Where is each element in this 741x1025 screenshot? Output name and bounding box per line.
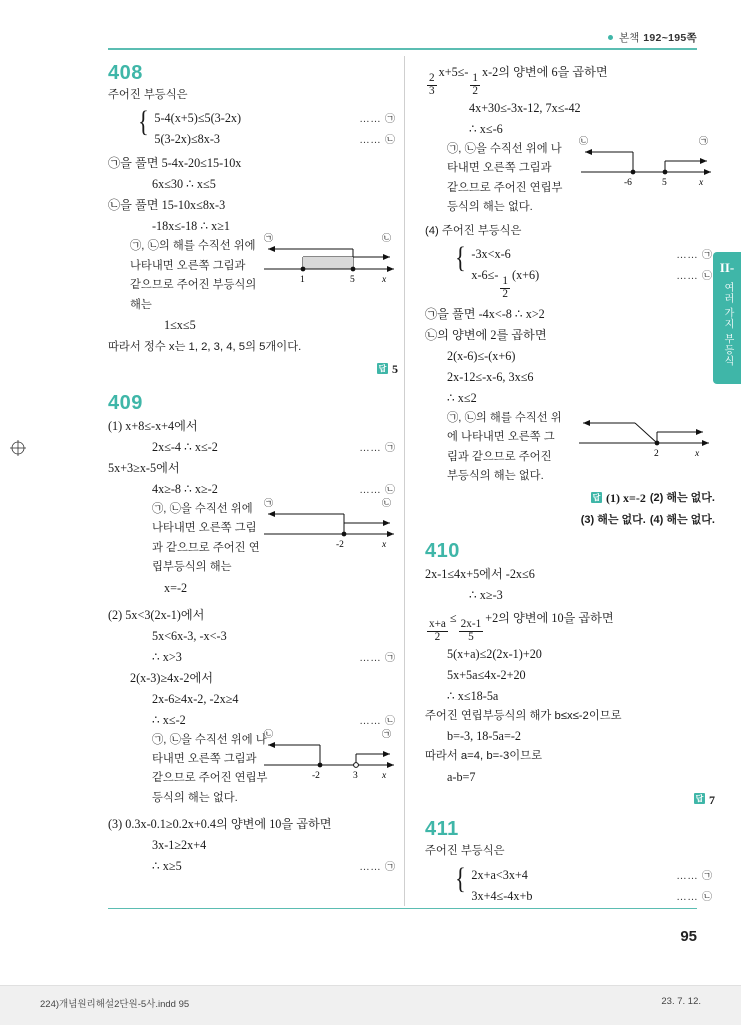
svg-text:x: x bbox=[382, 275, 387, 286]
r-4-line-7: ㉠, ㉡의 해를 수직선 위 bbox=[447, 411, 562, 424]
svg-text:x: x bbox=[382, 770, 387, 781]
fraction-one-half: $\frac{1}{2}$ bbox=[502, 275, 509, 301]
q411-sys-tag-2: …… ㉡ bbox=[676, 891, 713, 903]
r-line-3: ∴ x≤-6 bbox=[469, 121, 503, 136]
q409-2-line-7: ㉠, ㉡을 수직선 위에 나 bbox=[152, 733, 267, 746]
r-4-line-2: ㉠을 풀면 -4x<-8 ∴ x>2 bbox=[425, 306, 545, 321]
q409-2-line-3: ∴ x>3 bbox=[152, 649, 182, 664]
q411-system bbox=[425, 861, 715, 907]
problem-number-409: 409 bbox=[108, 392, 143, 415]
left-brace: { bbox=[455, 240, 466, 274]
q409-1-line-7: 과 같으므로 주어진 연 bbox=[152, 541, 260, 554]
q408-sys-tag-2: …… ㉡ bbox=[359, 135, 396, 147]
q409-2-tag-2: …… ㉡ bbox=[359, 715, 396, 727]
q409-1-figure-block bbox=[108, 497, 398, 599]
problem-411 bbox=[425, 818, 715, 906]
svg-text:3: 3 bbox=[353, 770, 358, 781]
page-number: 95 bbox=[680, 928, 697, 945]
fraction-x-plus-a-over-2: $\frac{x+a}{2}$ bbox=[429, 618, 446, 644]
r-line-1: $\frac{2}{3}$ x+5≤- $\frac{1}{2}$ x-2의 양변에 6을 곱하면 bbox=[429, 65, 608, 98]
fraction-2x-minus-1-over-5: $\frac{2x-1}{5}$ bbox=[460, 618, 482, 644]
problem-number-410: 410 bbox=[425, 540, 460, 563]
q409-2-line-1: (2) 5x<3(2x-1)에서 bbox=[108, 607, 205, 622]
q409-3-line-1: (3) 0.3x-0.1≥0.2x+0.4의 양변에 10을 곱하면 bbox=[108, 817, 332, 832]
q409-1-line-1: (1) x+8≤-x+4에서 bbox=[108, 419, 198, 434]
q409-1-line-8: 립부등식의 해는 bbox=[152, 561, 232, 574]
side-tab-label: 여러 가지 부등식 bbox=[722, 282, 733, 367]
r-4-sys-tag-2: …… ㉡ bbox=[676, 270, 713, 282]
r-answer-3: (3) 해는 없다. bbox=[580, 514, 646, 527]
problem-409-continued bbox=[425, 62, 715, 530]
q408-line-7: 나타내면 오른쪽 그림과 bbox=[130, 259, 246, 272]
svg-text:-2: -2 bbox=[336, 539, 344, 550]
q409-2-line-4: 2(x-3)≥4x-2에서 bbox=[130, 670, 214, 685]
footer-filename: 224)개념원리해설2단원-5사.indd 95 bbox=[40, 999, 190, 1010]
registration-mark-left bbox=[10, 440, 26, 456]
svg-text:1: 1 bbox=[300, 275, 305, 286]
problem-409 bbox=[108, 392, 398, 877]
r-4-line-5: 2x-12≤-x-6, 3x≤6 bbox=[447, 369, 534, 384]
r-answer-row-1 bbox=[425, 488, 715, 509]
q408-line-1: 주어진 부등식은 bbox=[108, 89, 188, 101]
q409-1-tag-1: …… ㉠ bbox=[359, 443, 396, 455]
r-4-line-9: 림과 같으므로 주어진 bbox=[447, 450, 552, 463]
r-4-line-4: 2(x-6)≤-(x+6) bbox=[447, 348, 516, 363]
q408-answer-value: 5 bbox=[392, 362, 398, 377]
q409-3-line-2: 3x-1≥2x+4 bbox=[152, 838, 207, 853]
bullet-icon bbox=[608, 35, 613, 40]
top-rule bbox=[108, 48, 697, 50]
left-brace: { bbox=[138, 105, 149, 139]
q408-line-4: ㉡을 풀면 15-10x≤8x-3 bbox=[108, 198, 226, 213]
header-pages: 192~195쪽 bbox=[643, 32, 697, 44]
r-figure-block-1 bbox=[425, 135, 715, 218]
svg-text:㉠: ㉠ bbox=[382, 728, 392, 739]
problem-410 bbox=[425, 540, 715, 810]
q409-1-line-3: 5x+3≥x-5에서 bbox=[108, 461, 180, 476]
r-answer-4: (4) 해는 없다. bbox=[649, 514, 715, 527]
q409-2-line-2: 5x<6x-3, -x<-3 bbox=[152, 628, 227, 643]
q410-line-8: b=-3, 18-5a=-2 bbox=[447, 729, 521, 744]
q410-answer-value: 7 bbox=[709, 792, 715, 807]
q408-line-6: ㉠, ㉡의 해를 수직선 위에 bbox=[130, 240, 256, 253]
q410-answer bbox=[425, 790, 715, 811]
fraction-one-half: $\frac{1}{2}$ bbox=[472, 72, 479, 98]
q409-2-tag-1: …… ㉠ bbox=[359, 652, 396, 664]
svg-text:x: x bbox=[699, 177, 704, 188]
answer-badge-icon: 답 bbox=[695, 794, 704, 804]
column-divider bbox=[404, 56, 405, 906]
q408-line-8: 같으므로 주어진 부등식의 bbox=[130, 279, 257, 292]
r-line-7: 등식의 해는 없다. bbox=[447, 201, 533, 214]
q410-line-2: ∴ x≥-3 bbox=[469, 588, 503, 602]
q408-sys-line-2: 5(3-2x)≤8x-3 bbox=[154, 132, 220, 147]
r-line-6: 같으므로 주어진 연립부 bbox=[447, 181, 563, 194]
q409-1-numberline bbox=[258, 496, 398, 565]
q408-line-2: ㉠을 풀면 5-4x-20≤15-10x bbox=[108, 156, 242, 171]
side-tab-roman: II- bbox=[719, 260, 735, 275]
q409-2-line-10: 등식의 해는 없다. bbox=[152, 791, 238, 804]
problem-number-411: 411 bbox=[425, 818, 459, 841]
q410-line-3: $\frac{x+a}{2}$ ≤ $\frac{2x-1}{5}$ +2의 양변에 10을 곱하면 bbox=[429, 610, 614, 644]
svg-text:x: x bbox=[382, 539, 387, 550]
header-label: 본책 bbox=[618, 32, 640, 44]
q409-2-figure-block bbox=[108, 728, 398, 809]
q410-line-6: ∴ x≤18-5a bbox=[447, 688, 499, 703]
problem-408 bbox=[108, 62, 398, 380]
r-answer-row-2 bbox=[425, 511, 715, 530]
svg-text:2: 2 bbox=[654, 448, 659, 459]
q409-2-line-6: ∴ x≤-2 bbox=[152, 712, 186, 727]
q410-line-7: 주어진 연립부등식의 해가 b≤x≤-2이므로 bbox=[425, 709, 622, 722]
r-4-sys-line-1: -3x<x-6 bbox=[471, 246, 511, 261]
q410-line-1: 2x-1≤4x+5에서 -2x≤6 bbox=[425, 567, 535, 582]
fraction-two-thirds: $\frac{2}{3}$ bbox=[429, 72, 435, 98]
q409-1-line-4: 4x≥-8 ∴ x≥-2 bbox=[152, 482, 218, 496]
svg-text:-6: -6 bbox=[624, 177, 632, 188]
q410-line-9: 따라서 a=4, b=-3이므로 bbox=[425, 750, 542, 763]
q408-line-5: -18x≤-18 ∴ x≥1 bbox=[152, 219, 230, 234]
svg-text:㉡: ㉡ bbox=[382, 497, 392, 508]
q409-1-line-5: ㉠, ㉡을 수직선 위에 bbox=[152, 502, 253, 515]
problem-number-408: 408 bbox=[108, 62, 143, 84]
q409-3-tag-1: …… ㉠ bbox=[359, 862, 396, 874]
q408-line-10: 1≤x≤5 bbox=[164, 318, 196, 333]
r-line-5: 타내면 오른쪽 그림과 bbox=[447, 162, 552, 175]
q409-1-tag-2: …… ㉡ bbox=[359, 485, 396, 496]
r-answer-1: (1) x=-2 bbox=[606, 491, 646, 506]
svg-text:㉠: ㉠ bbox=[699, 135, 709, 146]
r-4-line-1: (4) 주어진 부등식은 bbox=[425, 224, 522, 237]
q409-2-numberline bbox=[258, 727, 398, 796]
left-column bbox=[108, 62, 398, 877]
q408-answer bbox=[108, 359, 398, 380]
r-4-line-6: ∴ x≤2 bbox=[447, 390, 477, 405]
q410-line-10: a-b=7 bbox=[447, 769, 476, 784]
q411-sys-line-2: 3x+4≤-4x+b bbox=[471, 888, 533, 903]
svg-text:5: 5 bbox=[350, 275, 355, 286]
left-brace: { bbox=[455, 861, 466, 895]
q409-2-line-5: 2x-6≥4x-2, -2x≥4 bbox=[152, 691, 239, 706]
page-header bbox=[608, 30, 697, 45]
r-answer-2: (2) 해는 없다. bbox=[649, 492, 715, 505]
q408-figure-block bbox=[108, 233, 398, 336]
r-4-sys-line-2: x-6≤- $\frac{1}{2}$ (x+6) bbox=[471, 267, 540, 301]
svg-text:㉠: ㉠ bbox=[264, 497, 274, 508]
q410-line-5: 5x+5a≤4x-2+20 bbox=[447, 667, 526, 682]
r-4-system bbox=[425, 240, 715, 301]
q411-sys-tag-1: …… ㉠ bbox=[676, 870, 713, 882]
r-4-line-10: 부등식의 해는 없다. bbox=[447, 470, 544, 483]
svg-text:-2: -2 bbox=[312, 770, 320, 781]
svg-text:㉡: ㉡ bbox=[579, 135, 589, 146]
r-4-sys-tag-1: …… ㉠ bbox=[676, 249, 713, 261]
svg-text:5: 5 bbox=[662, 177, 667, 188]
q409-1-line-6: 나타내면 오른쪽 그림 bbox=[152, 522, 257, 535]
r-numberline-2 bbox=[573, 405, 713, 474]
right-column bbox=[425, 62, 715, 910]
svg-text:㉠: ㉠ bbox=[264, 233, 274, 244]
q411-line-1: 주어진 부등식은 bbox=[425, 845, 505, 858]
q408-sys-tag-1: …… ㉠ bbox=[359, 114, 396, 126]
q408-numberline bbox=[258, 231, 398, 300]
svg-text:㉡: ㉡ bbox=[382, 233, 392, 244]
q409-2-line-8: 타내면 오른쪽 그림과 bbox=[152, 752, 257, 765]
footer-date: 23. 7. 12. bbox=[661, 996, 701, 1007]
r-numberline-1 bbox=[575, 134, 715, 203]
q409-1-line-2: 2x≤-4 ∴ x≤-2 bbox=[152, 440, 218, 455]
q408-sys-line-1: 5-4(x+5)≤5(3-2x) bbox=[154, 111, 242, 126]
q409-3-line-3: ∴ x≥5 bbox=[152, 859, 182, 874]
q408-line-9: 해는 bbox=[130, 298, 152, 311]
answer-badge-icon: 답 bbox=[378, 364, 387, 374]
r-line-4: ㉠, ㉡을 수직선 위에 나 bbox=[447, 142, 562, 155]
q408-line-3: 6x≤30 ∴ x≤5 bbox=[152, 177, 216, 192]
answer-badge-icon: 답 bbox=[592, 493, 601, 503]
q408-system bbox=[108, 105, 398, 150]
q409-2-line-9: 같으므로 주어진 연립부 bbox=[152, 772, 268, 785]
r-figure-block-2 bbox=[425, 409, 715, 487]
q409-1-line-9: x=-2 bbox=[164, 580, 188, 595]
q411-sys-line-1: 2x+a<3x+4 bbox=[471, 867, 528, 882]
side-tab bbox=[713, 252, 741, 384]
r-4-line-8: 에 나타내면 오른쪽 그 bbox=[447, 431, 555, 444]
q408-line-11: 따라서 정수 x는 1, 2, 3, 4, 5의 5개이다. bbox=[108, 341, 302, 353]
r-4-line-3: ㉡의 양변에 2를 곱하면 bbox=[425, 327, 547, 342]
q410-line-4: 5(x+a)≤2(2x-1)+20 bbox=[447, 646, 542, 661]
r-line-2: 4x+30≤-3x-12, 7x≤-42 bbox=[469, 100, 581, 115]
svg-text:㉡: ㉡ bbox=[264, 728, 274, 739]
svg-text:x: x bbox=[695, 448, 700, 459]
